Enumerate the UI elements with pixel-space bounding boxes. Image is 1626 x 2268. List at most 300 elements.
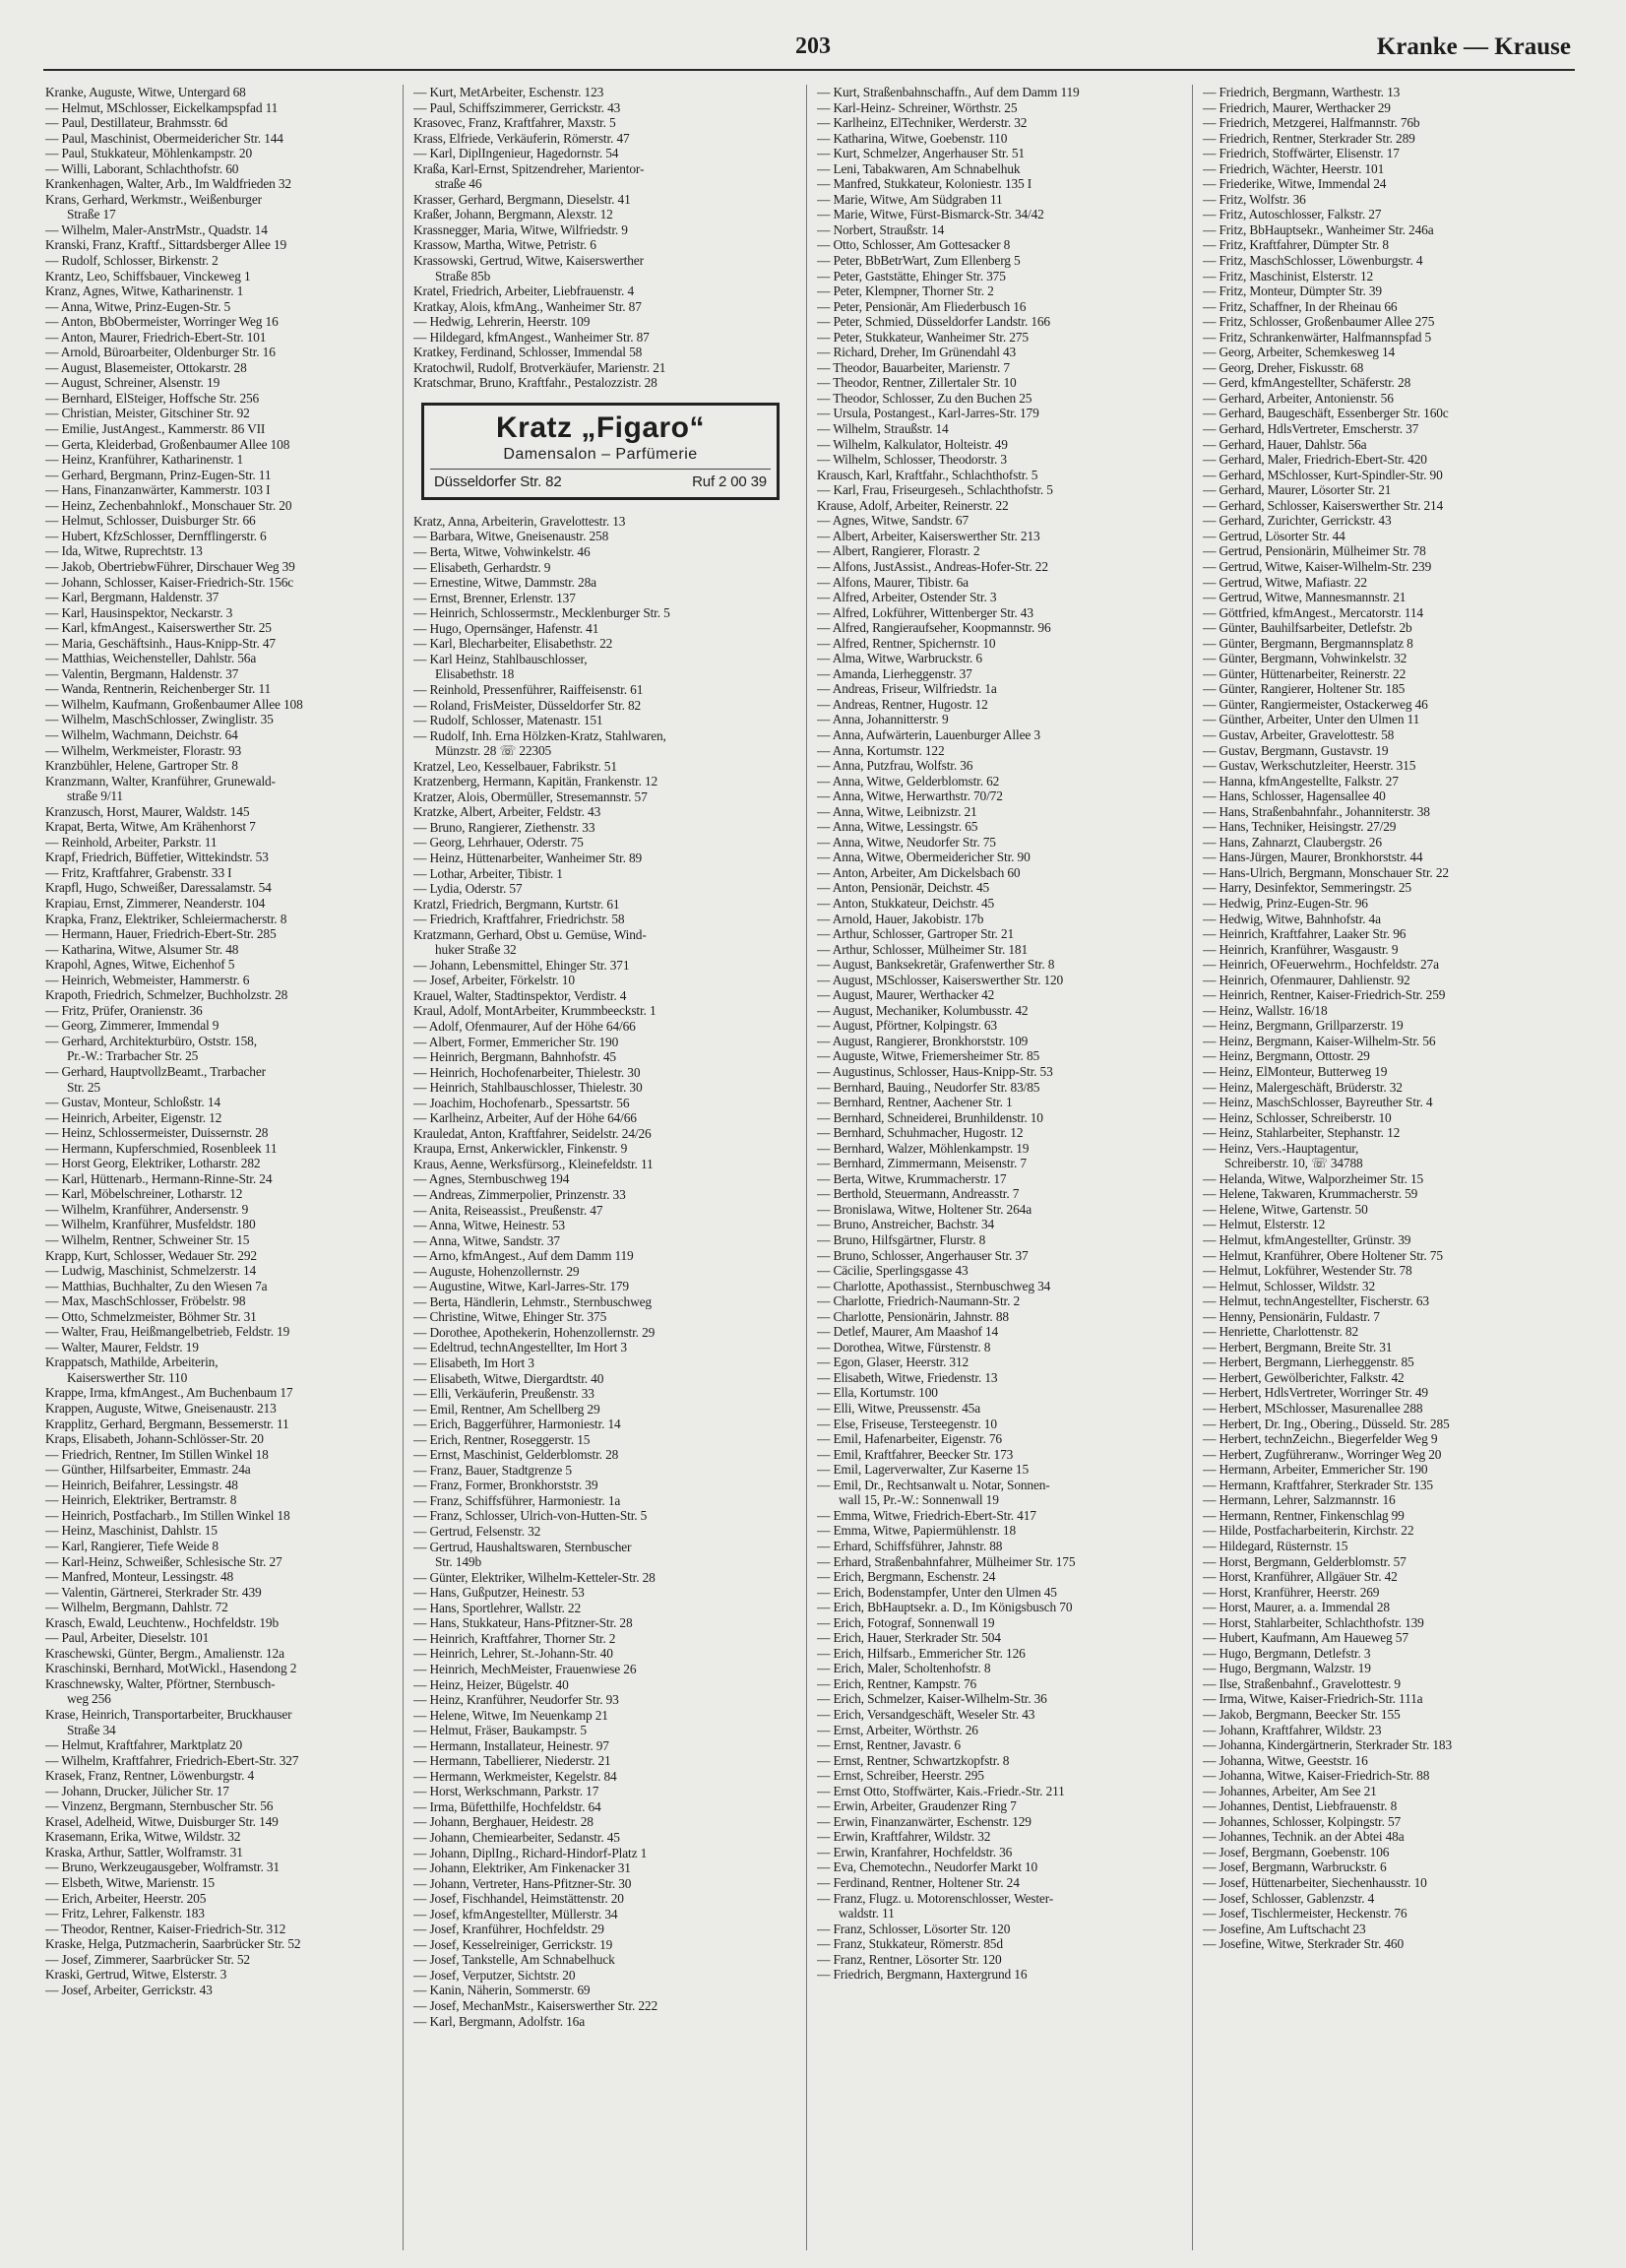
directory-entry: — Gustav, Monteur, Schloßstr. 14 (45, 1095, 220, 1110)
directory-entry: — Erich, Rentner, Roseggerstr. 15 (413, 1431, 591, 1447)
directory-entry: — Josefine, Witwe, Sterkrader Str. 460 (1203, 1936, 1405, 1952)
directory-entry: — Emil, Lagerverwalter, Zur Kaserne 15 (817, 1462, 1029, 1478)
directory-entry: — Hedwig, Prinz-Eugen-Str. 96 (1203, 895, 1368, 911)
directory-entry: — Heinrich, Lehrer, St.-Johann-Str. 40 (413, 1646, 613, 1662)
directory-entry: — Georg, Arbeiter, Schemkesweg 14 (1203, 345, 1396, 360)
directory-entry: Kratschmar, Bruno, Kraftfahr., Pestalozzistr. 28 (413, 375, 657, 391)
directory-entry: — Karl, Bergmann, Haldenstr. 37 (45, 590, 219, 605)
advert-box (421, 403, 780, 500)
directory-entry: — August, Maurer, Werthacker 42 (817, 987, 995, 1003)
directory-entry: Kranzusch, Horst, Maurer, Waldstr. 145 (45, 803, 250, 819)
column-divider (403, 85, 404, 2250)
directory-entry: — Hermann, Rentner, Finkenschlag 99 (1203, 1507, 1405, 1523)
directory-entry: — Vinzenz, Bergmann, Sternbuscher Str. 56 (45, 1798, 274, 1814)
directory-entry: — Horst, Bergmann, Gelderblomstr. 57 (1203, 1553, 1407, 1569)
directory-entry: — Arthur, Schlosser, Gartroper Str. 21 (817, 926, 1015, 942)
directory-entry: — Fritz, Schrankenwärter, Halfmannspfad 5 (1203, 329, 1432, 345)
directory-entry: — Elsbeth, Witwe, Marienstr. 15 (45, 1874, 215, 1890)
directory-entry: — Heinrich, Ofenmaurer, Dahlienstr. 92 (1203, 972, 1410, 987)
directory-entry: — Kurt, MetArbeiter, Eschenstr. 123 (413, 85, 604, 99)
directory-entry: — Heinz, Stahlarbeiter, Stephanstr. 12 (1203, 1125, 1401, 1141)
directory-entry: — Bruno, Anstreicher, Bachstr. 34 (817, 1217, 995, 1232)
directory-entry: — Erwin, Kraftfahrer, Wildstr. 32 (817, 1829, 991, 1845)
directory-entry: — Berta, Witwe, Krummacherstr. 17 (817, 1170, 1007, 1186)
directory-entry: Kraßa, Karl-Ernst, Spitzendreher, Marientor- (413, 160, 645, 176)
directory-entry: — Dorothee, Apothekerin, Hohenzollernstr. 29 (413, 1324, 656, 1340)
directory-entry: — Ilse, Straßenbahnf., Gravelottestr. 9 (1203, 1675, 1401, 1691)
directory-entry: — Friedrich, Metzgerei, Halfmannstr. 76b (1203, 115, 1420, 131)
directory-entry: — Anton, Pensionär, Deichstr. 45 (817, 880, 990, 896)
advert-title: Kratz „Figaro“ (495, 410, 706, 444)
directory-entry: — Günter, Bergmann, Vohwinkelstr. 32 (1203, 651, 1407, 666)
directory-entry: — Wanda, Rentnerin, Reichenberger Str. 11 (45, 681, 272, 697)
directory-entry: — Christine, Witwe, Ehinger Str. 375 (413, 1309, 607, 1325)
directory-entry: — Herbert, MSchlosser, Masurenallee 288 (1203, 1401, 1423, 1417)
directory-entry: — Anton, Arbeiter, Am Dickelsbach 60 (817, 864, 1021, 880)
directory-entry: — Ernestine, Witwe, Dammstr. 28a (413, 575, 596, 591)
directory-entry: — Gerhard, Maler, Friedrich-Ebert-Str. 420 (1203, 452, 1427, 468)
directory-entry: — Ella, Kortumstr. 100 (817, 1385, 938, 1401)
directory-entry: Kratzer, Alois, Obermüller, Stresemannstr. 57 (413, 788, 648, 804)
directory-entry: — Hedwig, Lehrerin, Heerstr. 109 (413, 314, 591, 330)
directory-entry: — Franz, Stukkateur, Römerstr. 85d (817, 1936, 1003, 1952)
directory-entry: — Johann, Berghauer, Heidestr. 28 (413, 1814, 594, 1830)
directory-entry: Kratochwil, Rudolf, Brotverkäufer, Marienstr. 21 (413, 359, 666, 375)
directory-entry: — Bernhard, Zimmermann, Meisenstr. 7 (817, 1156, 1027, 1171)
directory-entry: — August, Banksekretär, Grafenwerther Str. 8 (817, 957, 1055, 973)
directory-entry: — Bruno, Schlosser, Angerhauser Str. 37 (817, 1247, 1029, 1263)
directory-entry: — Paul, Arbeiter, Dieselstr. 101 (45, 1630, 210, 1646)
directory-entry: — Rudolf, Inh. Erna Hölzken-Kratz, Stahlwaren, (413, 727, 666, 743)
directory-entry: Kranski, Franz, Kraftf., Sittardsberger Allee 19 (45, 237, 287, 253)
directory-entry: — Ferdinand, Rentner, Holtener Str. 24 (817, 1874, 1020, 1890)
directory-entry: — Adolf, Ofenmaurer, Auf der Höhe 64/66 (413, 1018, 636, 1034)
directory-entry: Kraschinski, Bernhard, MotWickl., Hasendong 2 (45, 1661, 297, 1676)
directory-entry: — Hildegard, kfmAngest., Wanheimer Str. 87 (413, 329, 650, 345)
directory-entry: — Gerhard, Zurichter, Gerrickstr. 43 (1203, 513, 1392, 529)
directory-entry: Kraska, Arthur, Sattler, Wolframstr. 31 (45, 1844, 243, 1859)
directory-entry: — Berta, Händlerin, Lehmstr., Sternbuschweg (413, 1293, 652, 1309)
directory-entry: — Charlotte, Apothassist., Sternbuschweg 34 (817, 1278, 1051, 1293)
directory-entry: Kratkay, Alois, kfmAng., Wanheimer Str. 87 (413, 298, 642, 314)
directory-entry: — Günther, Arbeiter, Unter den Ulmen 11 (1203, 712, 1420, 727)
directory-entry: — Valentin, Bergmann, Haldenstr. 37 (45, 665, 239, 681)
directory-entry: — Barbara, Witwe, Gneisenaustr. 258 (413, 529, 609, 544)
directory-entry: — Franz, Schiffsführer, Harmoniestr. 1a (413, 1492, 621, 1508)
directory-entry: — Helmut, technAngestellter, Fischerstr. 63 (1203, 1293, 1429, 1309)
directory-entry: straße 9/11 (67, 788, 123, 804)
directory-entry: — Bruno, Werkzeugausgeber, Wolframstr. 31 (45, 1859, 280, 1875)
directory-entry: — Anna, Witwe, Gelderblomstr. 62 (817, 773, 1000, 788)
directory-entry: — Arthur, Schlosser, Mülheimer Str. 181 (817, 941, 1029, 957)
directory-entry: — Karl, Hüttenarb., Hermann-Rinne-Str. 24 (45, 1170, 273, 1186)
directory-entry: — Johann, Drucker, Jülicher Str. 17 (45, 1783, 229, 1798)
directory-entry: — Hermann, Kraftfahrer, Sterkrader Str. 135 (1203, 1477, 1433, 1492)
directory-entry: Krapka, Franz, Elektriker, Schleiermacherstr. 8 (45, 911, 287, 926)
directory-entry: — Theodor, Schlosser, Zu den Buchen 25 (817, 390, 1032, 406)
directory-entry: — Johanna, Kindergärtnerin, Sterkrader Str. 183 (1203, 1737, 1453, 1753)
directory-entry: — Alfred, Rentner, Spichernstr. 10 (817, 635, 996, 651)
directory-entry: Krapohl, Agnes, Witwe, Eichenhof 5 (45, 957, 235, 973)
directory-entry: — Helmut, MSchlosser, Eickelkampspfad 11 (45, 99, 279, 115)
directory-entry: — Dorothea, Witwe, Fürstenstr. 8 (817, 1339, 991, 1354)
directory-entry: Krasek, Franz, Rentner, Löwenburgstr. 4 (45, 1768, 255, 1784)
directory-entry: Krauledat, Anton, Kraftfahrer, Seidelstr. 24/26 (413, 1125, 652, 1141)
directory-entry: — Gerhard, Bergmann, Prinz-Eugen-Str. 11 (45, 467, 272, 482)
directory-entry: — Bronislawa, Witwe, Holtener Str. 264a (817, 1201, 1032, 1217)
directory-entry: — Herbert, HdlsVertreter, Worringer Str. 49 (1203, 1385, 1428, 1401)
directory-entry: — Hermann, Kupferschmied, Rosenbleek 11 (45, 1140, 278, 1156)
directory-entry: — Edeltrud, technAngestellter, Im Hort 3 (413, 1340, 627, 1355)
directory-entry: — Karl, Blecharbeiter, Elisabethstr. 22 (413, 636, 613, 652)
directory-entry: — Horst, Stahlarbeiter, Schlachthofstr. 139 (1203, 1614, 1424, 1630)
directory-column-4 (1203, 85, 1587, 2250)
directory-entry: — Erich, Schmelzer, Kaiser-Wilhelm-Str. 36 (817, 1691, 1047, 1707)
directory-entry: — Kanin, Näherin, Sommerstr. 69 (413, 1983, 591, 1998)
directory-entry: — Heinrich, Webmeister, Hammerstr. 6 (45, 972, 250, 987)
directory-entry: — Walter, Frau, Heißmangelbetrieb, Feldstr. 19 (45, 1324, 290, 1340)
directory-entry: — Wilhelm, Straußstr. 14 (817, 421, 949, 437)
directory-entry: — Albert, Former, Emmericher Str. 190 (413, 1034, 619, 1049)
directory-entry: — Albert, Arbeiter, Kaiserswerther Str. 213 (817, 528, 1040, 543)
directory-entry: Straße 34 (67, 1722, 116, 1737)
directory-entry: — Anna, Witwe, Heinestr. 53 (413, 1218, 565, 1233)
directory-entry: — Josef, Tankstelle, Am Schnabelhuck (413, 1952, 615, 1968)
directory-entry: — Franz, Schlosser, Lösorter Str. 120 (817, 1921, 1011, 1936)
directory-entry: — Johanna, Witwe, Kaiser-Friedrich-Str. 88 (1203, 1768, 1430, 1784)
directory-entry: — Hugo, Bergmann, Walzstr. 19 (1203, 1661, 1371, 1676)
directory-entry: — Jakob, ObertriebwFührer, Dirschauer Weg 39 (45, 558, 295, 574)
directory-entry: Krasel, Adelheid, Witwe, Duisburger Str. 149 (45, 1813, 279, 1829)
directory-entry: — Gertrud, Haushaltswaren, Sternbuscher (413, 1539, 632, 1554)
directory-entry: — Hans, Schlosser, Hagensallee 40 (1203, 788, 1386, 804)
directory-entry: — Friedrich, Rentner, Im Stillen Winkel 18 (45, 1446, 269, 1462)
directory-entry: — Bruno, Hilfsgärtner, Flurstr. 8 (817, 1232, 986, 1248)
directory-entry: — Anna, Putzfrau, Wolfstr. 36 (817, 758, 973, 774)
directory-entry: — Hans-Ulrich, Bergmann, Monschauer Str. 22 (1203, 864, 1449, 880)
directory-entry: — Henriette, Charlottenstr. 82 (1203, 1324, 1359, 1340)
directory-entry: — Irma, Witwe, Kaiser-Friedrich-Str. 111a (1203, 1691, 1423, 1707)
directory-entry: — Fritz, Wolfstr. 36 (1203, 191, 1306, 207)
directory-entry: Kranzbühler, Helene, Gartroper Str. 8 (45, 758, 238, 774)
directory-entry: — Günter, Bergmann, Bergmannsplatz 8 (1203, 635, 1413, 651)
directory-entry: Krasser, Gerhard, Bergmann, Dieselstr. 41 (413, 191, 631, 207)
directory-entry: — Alfred, Arbeiter, Ostender Str. 3 (817, 590, 997, 605)
directory-entry: — Irma, Büfetthilfe, Hochfeldstr. 64 (413, 1798, 601, 1814)
directory-entry: — Kurt, Straßenbahnschaffn., Auf dem Damm 119 (817, 85, 1080, 99)
directory-entry: — Fritz, Prüfer, Oranienstr. 36 (45, 1002, 203, 1018)
directory-entry: — Peter, Gaststätte, Ehinger Str. 375 (817, 268, 1006, 284)
directory-entry: — Gertrud, Lösorter Str. 44 (1203, 528, 1345, 543)
directory-entry: — Wilhelm, Kranführer, Andersenstr. 9 (45, 1201, 249, 1217)
directory-entry: — Gertrud, Felsenstr. 32 (413, 1524, 541, 1540)
column-divider (806, 85, 807, 2250)
directory-entry: — Ludwig, Maschinist, Schmelzerstr. 14 (45, 1263, 257, 1279)
directory-entry: — Arno, kfmAngest., Auf dem Damm 119 (413, 1248, 634, 1264)
directory-entry: — Herbert, Bergmann, Breite Str. 31 (1203, 1339, 1393, 1354)
directory-entry: — Auguste, Hohenzollernstr. 29 (413, 1263, 580, 1279)
directory-entry: — Hans, Stukkateur, Hans-Pfitzner-Str. 28 (413, 1615, 633, 1631)
directory-entry: Kraschnewsky, Walter, Pförtner, Sternbusch- (45, 1675, 276, 1691)
directory-entry: Krans, Gerhard, Werkmstr., Weißenburger (45, 191, 262, 207)
directory-entry: Krapfl, Hugo, Schweißer, Daressalamstr. 54 (45, 880, 272, 896)
directory-entry: — Emil, Dr., Rechtsanwalt u. Notar, Sonnen- (817, 1477, 1050, 1492)
directory-entry: — Helmut, Elsterstr. 12 (1203, 1217, 1326, 1232)
directory-entry: — Bernhard, Walzer, Möhlenkampstr. 19 (817, 1140, 1030, 1156)
directory-entry: — Karl-Heinz- Schreiner, Wörthstr. 25 (817, 99, 1018, 115)
directory-entry: — Franz, Schlosser, Ulrich-von-Hutten-Str. 5 (413, 1508, 648, 1524)
directory-entry: Münzstr. 28 ☏ 22305 (435, 743, 552, 759)
directory-entry: — Horst, Maurer, a. a. Immendal 28 (1203, 1600, 1390, 1615)
directory-entry: — Helmut, Lokführer, Westender Str. 78 (1203, 1263, 1412, 1279)
directory-entry: — Johann, Kraftfahrer, Wildstr. 23 (1203, 1722, 1382, 1737)
directory-entry: — Heinrich, OFeuerwehrm., Hochfeldstr. 27a (1203, 957, 1439, 973)
directory-entry: — Karl Heinz, Stahlbauschlosser, (413, 651, 588, 666)
directory-entry: — Friedrich, Stoffwärter, Elisenstr. 17 (1203, 146, 1400, 161)
directory-entry: — Wilhelm, Kalkulator, Holteistr. 49 (817, 436, 1008, 452)
directory-entry: — Erhard, Schiffsführer, Jahnstr. 88 (817, 1538, 1003, 1553)
directory-entry: — Herbert, Zugführeranw., Worringer Weg 20 (1203, 1446, 1442, 1462)
directory-entry: — Heinz, Kranführer, Neudorfer Str. 93 (413, 1692, 619, 1708)
directory-entry: — Alfred, Lokführer, Wittenberger Str. 43 (817, 604, 1033, 620)
directory-entry: — Franz, Former, Bronkhorststr. 39 (413, 1478, 598, 1493)
directory-entry: — Leni, Tabakwaren, Am Schnabelhuk (817, 160, 1021, 176)
directory-entry: — Reinhold, Pressenführer, Raiffeisenstr. 61 (413, 681, 644, 697)
directory-entry: — Berta, Witwe, Vohwinkelstr. 46 (413, 544, 591, 560)
directory-entry: — Augustinus, Schlosser, Haus-Knipp-Str. 53 (817, 1064, 1053, 1079)
column-divider (1192, 85, 1193, 2250)
directory-entry: — Erhard, Straßenbahnfahrer, Mülheimer Str. 175 (817, 1553, 1076, 1569)
directory-entry: — Norbert, Straußstr. 14 (817, 221, 945, 237)
directory-column-1 (45, 85, 390, 2250)
directory-entry: — Agnes, Sternbuschweg 194 (413, 1171, 570, 1187)
directory-entry: — Theodor, Rentner, Zillertaler Str. 10 (817, 375, 1017, 391)
directory-entry: Straße 17 (67, 207, 116, 222)
directory-entry: — Bruno, Rangierer, Ziethenstr. 33 (413, 819, 595, 835)
directory-entry: — Katharina, Witwe, Goebenstr. 110 (817, 130, 1008, 146)
directory-entry: waldstr. 11 (839, 1906, 895, 1922)
directory-entry: Kratel, Friedrich, Arbeiter, Liebfrauenstr. 4 (413, 284, 634, 299)
directory-entry: Krapiau, Ernst, Zimmerer, Neanderstr. 104 (45, 895, 266, 911)
directory-entry: wall 15, Pr.-W.: Sonnenwall 19 (839, 1492, 999, 1508)
directory-entry: — Heinrich, Postfacharb., Im Stillen Winkel 18 (45, 1507, 290, 1523)
directory-entry: — Heinz, Schlosser, Schreiberstr. 10 (1203, 1109, 1392, 1125)
directory-entry: — Heinrich, Kraftfahrer, Laaker Str. 96 (1203, 926, 1407, 942)
directory-entry: — Paul, Schiffszimmerer, Gerrickstr. 43 (413, 99, 621, 115)
directory-entry: — Emilie, JustAngest., Kammerstr. 86 VII (45, 421, 266, 437)
directory-entry: — Fritz, Lehrer, Falkenstr. 183 (45, 1906, 205, 1922)
directory-entry: — Horst, Werkschmann, Parkstr. 17 (413, 1784, 599, 1799)
directory-entry: — Erich, Maler, Scholtenhofstr. 8 (817, 1661, 991, 1676)
directory-entry: — Karlheinz, ElTechniker, Werderstr. 32 (817, 115, 1028, 131)
directory-entry: — Hugo, Bergmann, Detlefstr. 3 (1203, 1645, 1371, 1661)
directory-entry: Kraske, Helga, Putzmacherin, Saarbrücker Str. 52 (45, 1936, 301, 1952)
directory-entry: — Marie, Witwe, Am Südgraben 11 (817, 191, 1003, 207)
directory-column-3 (817, 85, 1181, 2250)
header-rule (43, 69, 1575, 71)
directory-entry: — Elisabeth, Witwe, Diergardtstr. 40 (413, 1370, 604, 1386)
directory-entry: — Anna, Kortumstr. 122 (817, 742, 945, 758)
directory-entry: — Emma, Witwe, Friedrich-Ebert-Str. 417 (817, 1507, 1036, 1523)
directory-entry: — Johann, Lebensmittel, Ehinger Str. 371 (413, 957, 630, 973)
directory-entry: — Josef, Kranführer, Hochfeldstr. 29 (413, 1922, 604, 1937)
directory-entry: — Friedrich, Bergmann, Haxtergrund 16 (817, 1967, 1028, 1983)
directory-entry: — Georg, Zimmerer, Immendal 9 (45, 1018, 219, 1034)
directory-entry: Kratz, Anna, Arbeiterin, Gravelottestr. 13 (413, 513, 626, 529)
directory-entry: — Franz, Bauer, Stadtgrenze 5 (413, 1462, 572, 1478)
directory-entry: — Gerhard, Arbeiter, Antonienstr. 56 (1203, 390, 1394, 406)
directory-entry: Kaiserswerther Str. 110 (67, 1369, 188, 1385)
directory-entry: — Manfred, Stukkateur, Koloniestr. 135 I (817, 176, 1032, 192)
directory-entry: — August, Schreiner, Alsenstr. 19 (45, 375, 220, 391)
directory-entry: — Herbert, Dr. Ing., Obering., Düsseld. Str. 285 (1203, 1416, 1450, 1431)
directory-entry: — Bernhard, Schneiderei, Brunhildenstr. 10 (817, 1109, 1043, 1125)
directory-entry: — Auguste, Witwe, Friemersheimer Str. 85 (817, 1048, 1040, 1064)
directory-entry: — Theodor, Bauarbeiter, Marienstr. 7 (817, 359, 1010, 375)
directory-entry: Krass, Elfriede, Verkäuferin, Römerstr. 47 (413, 130, 630, 146)
directory-entry: Krausch, Karl, Kraftfahr., Schlachthofstr. 5 (817, 467, 1038, 482)
directory-entry: — Helmut, Schlosser, Duisburger Str. 66 (45, 513, 256, 529)
directory-entry: — Franz, Rentner, Lösorter Str. 120 (817, 1951, 1002, 1967)
directory-entry: — Josef, Schlosser, Gablenzstr. 4 (1203, 1890, 1375, 1906)
directory-entry: — Herbert, Gewölberichter, Falkstr. 42 (1203, 1369, 1405, 1385)
directory-entry: — Heinz, Heizer, Bügelstr. 40 (413, 1676, 569, 1692)
directory-entry: — Peter, Klempner, Thorner Str. 2 (817, 284, 994, 299)
directory-entry: — Hans, Gußputzer, Heinestr. 53 (413, 1585, 585, 1601)
directory-entry: — Andreas, Friseur, Wilfriedstr. 1a (817, 681, 997, 697)
directory-entry: — Maria, Geschäftsinh., Haus-Knipp-Str. 47 (45, 635, 276, 651)
directory-entry: — Karl, Bergmann, Adolfstr. 16a (413, 2013, 585, 2029)
directory-entry: — Friedrich, Maurer, Werthacker 29 (1203, 99, 1391, 115)
directory-entry: — Erich, Hauer, Sterkrader Str. 504 (817, 1630, 1001, 1646)
directory-entry: huker Straße 32 (435, 942, 517, 958)
directory-entry: Str. 25 (67, 1079, 100, 1095)
directory-entry: — Agnes, Witwe, Sandstr. 67 (817, 513, 969, 529)
directory-entry: — Max, MaschSchlosser, Fröbelstr. 98 (45, 1293, 246, 1309)
directory-entry: — Horst Georg, Elektriker, Lotharstr. 282 (45, 1156, 261, 1171)
directory-entry: — Gertrud, Witwe, Mafiastr. 22 (1203, 574, 1367, 590)
directory-entry: — Heinrich, MechMeister, Frauenwiese 26 (413, 1661, 637, 1676)
directory-entry: — Gerhard, Baugeschäft, Essenberger Str. 160c (1203, 406, 1449, 421)
directory-entry: — Reinhold, Arbeiter, Parkstr. 11 (45, 834, 218, 850)
directory-entry: — Hans-Jürgen, Maurer, Bronkhorststr. 44 (1203, 850, 1423, 865)
directory-entry: — Augustine, Witwe, Karl-Jarres-Str. 179 (413, 1279, 629, 1294)
running-header: Kranke — Krause (1376, 33, 1571, 60)
directory-entry: — Amanda, Lierheggenstr. 37 (817, 665, 972, 681)
directory-entry: — Karl-Heinz, Schweißer, Schlesische Str. 27 (45, 1553, 282, 1569)
directory-entry: — Helmut, kfmAngestellter, Grünstr. 39 (1203, 1232, 1411, 1248)
directory-entry: — Emil, Hafenarbeiter, Eigenstr. 76 (817, 1431, 1002, 1447)
directory-entry: — Helmut, Fräser, Baukampstr. 5 (413, 1723, 587, 1738)
directory-entry: straße 46 (435, 176, 482, 192)
directory-entry: — Paul, Stukkateur, Möhlenkampstr. 20 (45, 146, 253, 161)
directory-entry: — Gerhard, HdlsVertreter, Emscherstr. 37 (1203, 421, 1419, 437)
directory-entry: Krankenhagen, Walter, Arb., Im Waldfrieden 32 (45, 176, 291, 192)
directory-entry: Krantz, Leo, Schiffsbauer, Vinckeweg 1 (45, 268, 251, 284)
directory-entry: — Hilde, Postfacharbeiterin, Kirchstr. 22 (1203, 1523, 1414, 1539)
directory-entry: — Lothar, Arbeiter, Tibistr. 1 (413, 865, 563, 881)
directory-entry: — Detlef, Maurer, Am Maashof 14 (817, 1324, 999, 1340)
directory-entry: — Karl, Rangierer, Tiefe Weide 8 (45, 1538, 219, 1553)
directory-entry: — Johann, DiplIng., Richard-Hindorf-Platz 1 (413, 1845, 648, 1860)
directory-entry: — Erich, Fotograf, Sonnenwall 19 (817, 1614, 995, 1630)
directory-entry: — Anton, Maurer, Friedrich-Ebert-Str. 101 (45, 329, 267, 345)
directory-entry: — Josef, Bergmann, Goebenstr. 106 (1203, 1844, 1390, 1859)
directory-entry: — Alma, Witwe, Warbruckstr. 6 (817, 651, 982, 666)
directory-entry: — Karl, Hausinspektor, Neckarstr. 3 (45, 604, 233, 620)
directory-entry: Kranzmann, Walter, Kranführer, Grunewald- (45, 773, 276, 788)
directory-entry: — Henny, Pensionärin, Fuldastr. 7 (1203, 1308, 1380, 1324)
directory-entry: — Jakob, Bergmann, Beecker Str. 155 (1203, 1706, 1401, 1722)
directory-entry: — Josef, MechanMstr., Kaiserswerther Str. 222 (413, 1997, 657, 2013)
directory-entry: Kraus, Aenne, Werksfürsorg., Kleinefeldstr. 11 (413, 1156, 654, 1171)
directory-entry: — Karlheinz, Arbeiter, Auf der Höhe 64/66 (413, 1110, 637, 1126)
directory-entry: — Gerhard, Schlosser, Kaiserswerther Str. 214 (1203, 497, 1444, 513)
directory-entry: — August, Mechaniker, Kolumbusstr. 42 (817, 1002, 1029, 1018)
directory-entry: — Heinrich, Kranführer, Wasgaustr. 9 (1203, 941, 1399, 957)
directory-entry: — Eva, Chemotechn., Neudorfer Markt 10 (817, 1859, 1038, 1875)
directory-entry: — Gertrud, Witwe, Kaiser-Wilhelm-Str. 239 (1203, 558, 1432, 574)
advert-phone: Ruf 2 00 39 (692, 472, 767, 490)
directory-entry: — Heinz, Bergmann, Ottostr. 29 (1203, 1048, 1370, 1064)
directory-entry: — August, Rangierer, Bronkhorststr. 109 (817, 1033, 1029, 1048)
directory-entry: — Wilhelm, MaschSchlosser, Zwinglistr. 35 (45, 712, 274, 727)
directory-entry: — Bernhard, ElSteiger, Hoffsche Str. 256 (45, 390, 260, 406)
directory-entry: — Heinrich, Arbeiter, Eigenstr. 12 (45, 1109, 222, 1125)
directory-entry: — Wilhelm, Kranführer, Musfeldstr. 180 (45, 1217, 256, 1232)
directory-entry: — Ida, Witwe, Ruprechtstr. 13 (45, 543, 203, 559)
directory-entry: Kratzenberg, Hermann, Kapitän, Frankenstr. 12 (413, 774, 658, 789)
directory-entry: — Erich, Arbeiter, Heerstr. 205 (45, 1890, 207, 1906)
directory-entry: — Theodor, Rentner, Kaiser-Friedrich-Str. 312 (45, 1921, 286, 1936)
directory-entry: — Heinz, Wallstr. 16/18 (1203, 1002, 1328, 1018)
directory-entry: — Otto, Schlosser, Am Gottesacker 8 (817, 237, 1011, 253)
directory-entry: Schreiberstr. 10, ☏ 34788 (1224, 1156, 1363, 1171)
directory-entry: — Josef, Zimmerer, Saarbrücker Str. 52 (45, 1951, 250, 1967)
directory-entry: — Gustav, Arbeiter, Gravelottestr. 58 (1203, 726, 1395, 742)
directory-entry: — Roland, FrisMeister, Düsseldorfer Str. 82 (413, 697, 642, 713)
directory-entry: — Erwin, Arbeiter, Graudenzer Ring 7 (817, 1798, 1017, 1814)
directory-entry: Krause, Adolf, Arbeiter, Reinerstr. 22 (817, 497, 1009, 513)
directory-entry: — Bernhard, Schuhmacher, Hugostr. 12 (817, 1125, 1024, 1141)
directory-entry: — Hans, Techniker, Heisingstr. 27/29 (1203, 819, 1397, 835)
directory-entry: — Ernst, Brenner, Erlenstr. 137 (413, 590, 576, 605)
directory-entry: Krasovec, Franz, Kraftfahrer, Maxstr. 5 (413, 115, 616, 131)
directory-entry: — Else, Friseuse, Tersteegenstr. 10 (817, 1416, 997, 1431)
directory-entry: — Hermann, Tabellierer, Niederstr. 21 (413, 1753, 611, 1769)
directory-entry: — Georg, Lehrhauer, Oderstr. 75 (413, 835, 584, 850)
directory-entry: — Harry, Desinfektor, Semmeringstr. 25 (1203, 880, 1411, 896)
directory-entry: — Matthias, Weichensteller, Dahlstr. 56a (45, 651, 257, 666)
directory-entry: — Friederike, Witwe, Immendal 24 (1203, 176, 1387, 192)
directory-entry: — Gerhard, MSchlosser, Kurt-Spindler-Str. 90 (1203, 467, 1443, 482)
directory-entry: — Joachim, Hochofenarb., Spessartstr. 56 (413, 1095, 630, 1110)
directory-entry: — Charlotte, Friedrich-Naumann-Str. 2 (817, 1293, 1021, 1309)
directory-entry: Kraupa, Ernst, Ankerwickler, Finkenstr. 9 (413, 1141, 628, 1157)
directory-entry: — Gerhard, Maurer, Lösorter Str. 21 (1203, 482, 1392, 498)
directory-entry: — Egon, Glaser, Heerstr. 312 (817, 1354, 969, 1370)
directory-entry: Kratkey, Ferdinand, Schlosser, Immendal 58 (413, 345, 643, 360)
directory-entry: — Gerd, kfmAngestellter, Schäferstr. 28 (1203, 375, 1411, 391)
directory-entry: — Göttfried, kfmAngest., Mercatorstr. 114 (1203, 604, 1423, 620)
directory-entry: Kraps, Elisabeth, Johann-Schlösser-Str. 20 (45, 1431, 264, 1447)
directory-entry: Krauel, Walter, Stadtinspektor, Verdistr. 4 (413, 987, 627, 1003)
directory-entry: Kranz, Agnes, Witwe, Katharinenstr. 1 (45, 284, 244, 299)
directory-entry: — Katharina, Witwe, Alsumer Str. 48 (45, 941, 239, 957)
directory-entry: — Hubert, Kaufmann, Am Haueweg 57 (1203, 1630, 1408, 1646)
directory-entry: — Elisabeth, Gerhardstr. 9 (413, 559, 551, 575)
directory-entry: — Helene, Witwe, Im Neuenkamp 21 (413, 1707, 608, 1723)
